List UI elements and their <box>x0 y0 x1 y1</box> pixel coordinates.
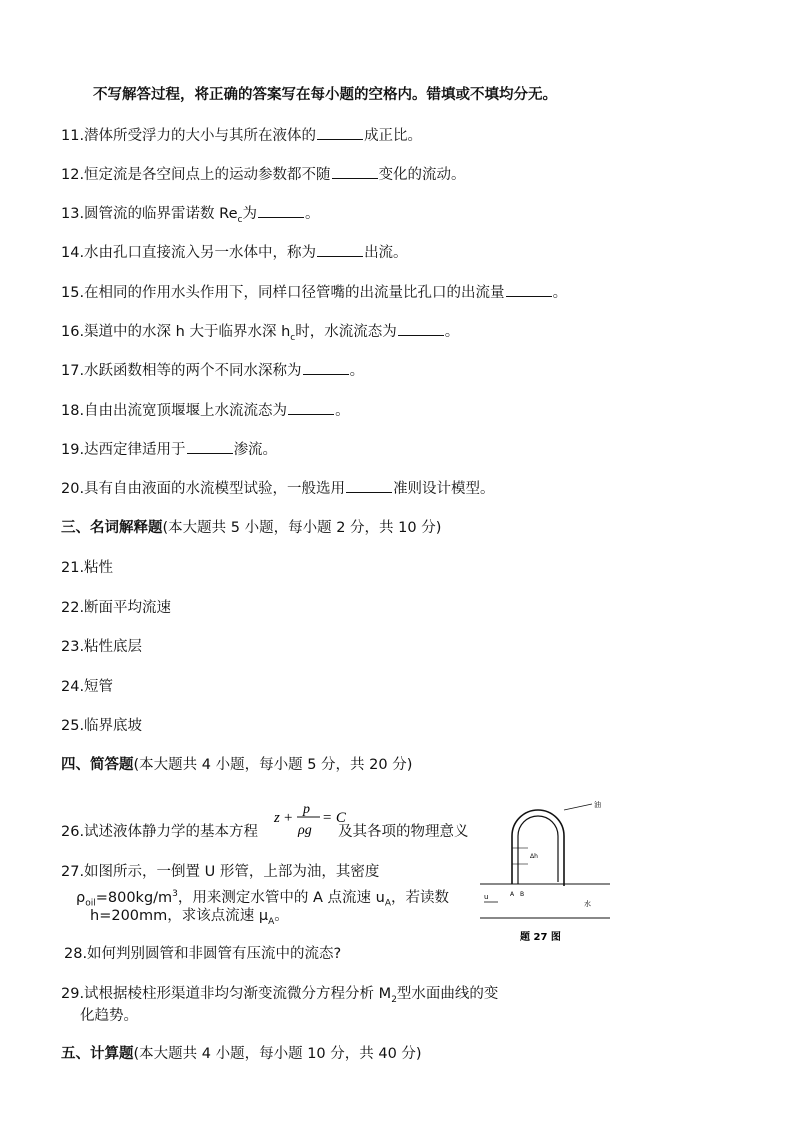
answer-blank[interactable] <box>303 360 349 375</box>
delta-h-label: Δh <box>530 853 538 860</box>
answer-blank[interactable] <box>332 164 378 179</box>
figure-27 <box>480 796 610 946</box>
term-question: 23.粘性底层 <box>61 639 143 655</box>
answer-blank[interactable] <box>398 321 444 336</box>
question-27-line1: 27.如图所示，一倒置 U 形管，上部为油，其密度 <box>61 864 380 880</box>
term-question: 24.短管 <box>61 679 114 695</box>
answer-blank[interactable] <box>317 125 363 140</box>
question-27-line3: h=200mm，求该点流速 $\mu_A$。 <box>90 908 289 927</box>
fill-question: 11.潜体所受浮力的大小与其所在液体的 成正比。 <box>61 125 422 146</box>
question-27-line2: $\rho_{oil}=800kg/m^3$，用来测定水管中的 A 点流速 $u_A$，若读数 <box>76 889 450 909</box>
oil-pointer <box>564 804 592 810</box>
question-26: 26.试述液体静力学的基本方程 及其各项的物理意义 <box>61 824 469 840</box>
question-29-line2: 化趋势。 <box>80 1008 138 1024</box>
eq-denominator: ρg <box>298 823 312 838</box>
question-28: 28.如何判别圆管和非圆管有压流中的流态? <box>64 946 342 962</box>
eq-rhs: = C <box>322 810 346 826</box>
fill-question: 16.渠道中的水深 h 大于临界水深 $h_c$时，水流流态为 。 <box>61 321 459 348</box>
section3-title: 三、名词解释题(本大题共 5 小题，每小题 2 分，共 10 分) <box>61 520 442 536</box>
question-29-line1: 29.试根据棱柱形渠道非均匀渐变流微分方程分析 $M_2$型水面曲线的变 <box>61 986 499 1005</box>
figure-caption: 题 27 图 <box>520 932 561 943</box>
term-question: 25.临界底坡 <box>61 718 143 734</box>
flow-u-label: u <box>484 893 489 901</box>
u-tube-inner <box>518 816 558 884</box>
hydrostatic-equation <box>272 796 350 844</box>
answer-blank[interactable] <box>187 439 233 454</box>
eq-numerator: p <box>303 802 310 817</box>
fill-question: 20.具有自由液面的水流模型试验，一般选用 准则设计模型。 <box>61 478 495 499</box>
water-label: 水 <box>584 900 591 908</box>
term-question: 22.断面平均流速 <box>61 600 172 616</box>
oil-label: 油 <box>594 801 601 809</box>
section5-title: 五、计算题(本大题共 4 小题，每小题 10 分，共 40 分) <box>61 1046 422 1062</box>
answer-blank[interactable] <box>317 242 363 257</box>
answer-blank[interactable] <box>258 203 304 218</box>
section4-title: 四、简答题(本大题共 4 小题，每小题 5 分，共 20 分) <box>61 757 413 773</box>
answer-blank[interactable] <box>288 400 334 415</box>
eq-z: z <box>274 810 280 826</box>
fill-question: 14.水由孔口直接流入另一水体中，称为 出流。 <box>61 242 408 263</box>
fill-question: 18.自由出流宽顶堰堰上水流流态为 。 <box>61 400 350 421</box>
eq-plus: + <box>284 810 293 826</box>
fill-question: 17.水跃函数相等的两个不同水深称为 。 <box>61 360 364 381</box>
instruction-text: 不写解答过程，将正确的答案写在每小题的空格内。错填或不填均分无。 <box>93 87 557 103</box>
answer-blank[interactable] <box>346 478 392 493</box>
fill-question: 13.圆管流的临界雷诺数 $Re_c$为 。 <box>61 203 319 230</box>
answer-blank[interactable] <box>506 282 552 297</box>
point-a-label: A <box>510 891 515 898</box>
point-b-label: B <box>520 891 525 898</box>
fill-question: 12.恒定流是各空间点上的运动参数都不随 变化的流动。 <box>61 164 466 185</box>
fill-question: 15.在相同的作用水头作用下，同样口径管嘴的出流量比孔口的出流量 。 <box>61 282 567 303</box>
term-question: 21.粘性 <box>61 560 114 576</box>
fill-question: 19.达西定律适用于 渗流。 <box>61 439 277 460</box>
